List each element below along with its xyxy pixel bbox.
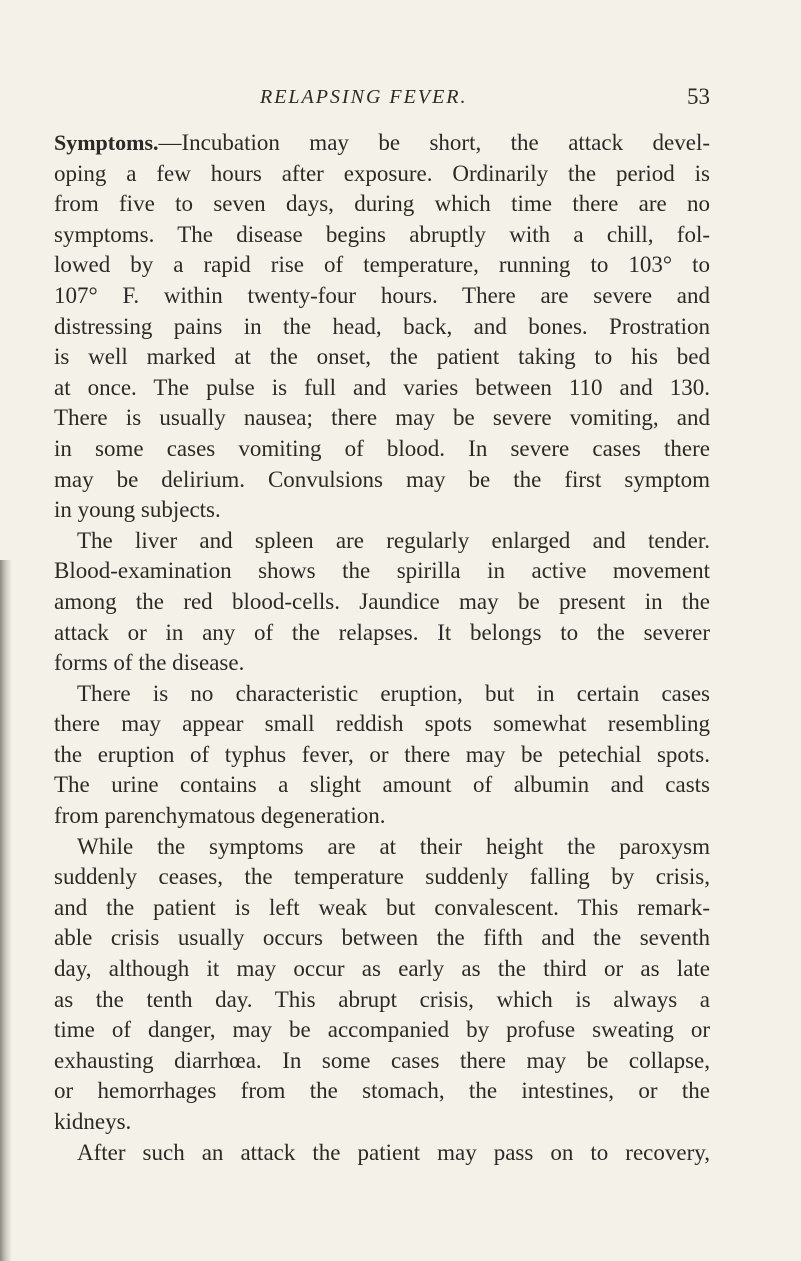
text-line: in young subjects.	[54, 497, 221, 523]
text-line: Symptoms.—Incubation may be short, the attack devel-	[54, 130, 710, 155]
running-head	[260, 86, 710, 116]
paragraph-eruption	[54, 679, 710, 832]
text-line: and the patient is left weak but convalescent. This remark-	[54, 894, 710, 920]
text-line: among the red blood-cells. Jaundice may be present in the	[54, 588, 710, 614]
text-line: as the tenth day. This abrupt crisis, which is always a	[54, 986, 710, 1012]
text-line: the eruption of typhus fever, or there may be petechial spots.	[54, 741, 710, 767]
paragraph-liver-spleen	[54, 526, 710, 679]
running-head-title: RELAPSING FEVER.	[260, 86, 468, 108]
text-line: After such an attack the patient may pass on to recovery,	[77, 1139, 710, 1165]
text-line: suddenly ceases, the temperature suddenly falling by crisis,	[54, 864, 710, 890]
text-line: in some cases vomiting of blood. In severe cases there	[54, 435, 710, 461]
text-line: There is usually nausea; there may be severe vomiting, and	[54, 405, 710, 431]
text-line: from parenchymatous degeneration.	[54, 803, 386, 829]
text-line: 107° F. within twenty-four hours. There are severe and	[54, 282, 710, 308]
text-line: from five to seven days, during which time there are no	[54, 191, 710, 217]
text-line: lowed by a rapid rise of temperature, running to 103° to	[54, 252, 710, 278]
text-line: symptoms. The disease begins abruptly with a chill, fol-	[54, 221, 710, 247]
text-line: The urine contains a slight amount of albumin and casts	[54, 772, 710, 798]
text-line: time of danger, may be accompanied by profuse sweating or	[54, 1017, 710, 1043]
paragraph-symptoms	[54, 128, 710, 526]
text-line: at once. The pulse is full and varies between 110 and 130.	[54, 374, 710, 400]
text-line: attack or in any of the relapses. It belongs to the severer	[54, 619, 710, 645]
text-line: is well marked at the onset, the patient taking to his bed	[54, 344, 710, 370]
text-line: The liver and spleen are regularly enlarged and tender.	[77, 527, 710, 553]
binding-shadow	[0, 560, 12, 1261]
text-line: While the symptoms are at their height the paroxysm	[77, 833, 710, 859]
text-line: forms of the disease.	[54, 650, 245, 676]
text-line: Blood-examination shows the spirilla in active movement	[54, 558, 710, 584]
paragraph-crisis	[54, 832, 710, 1138]
text-line: may be delirium. Convulsions may be the first symptom	[54, 466, 710, 492]
page-number: 53	[687, 84, 710, 109]
text-line: or hemorrhages from the stomach, the intestines, or the	[54, 1078, 710, 1104]
text-line: oping a few hours after exposure. Ordinarily the period is	[54, 160, 710, 186]
section-heading: Symptoms.	[54, 130, 159, 155]
text-line: There is no characteristic eruption, but in certain cases	[77, 680, 710, 706]
body-text	[54, 128, 710, 1168]
text-line: able crisis usually occurs between the fifth and the seventh	[54, 925, 710, 951]
text-line: kidneys.	[54, 1109, 132, 1134]
text-line: day, although it may occur as early as the third or as late	[54, 956, 710, 982]
paragraph-recovery	[54, 1138, 710, 1169]
text-line: exhausting diarrhœa. In some cases there may be collapse,	[54, 1047, 710, 1073]
text-line: distressing pains in the head, back, and bones. Prostration	[54, 313, 710, 339]
text-line: there may appear small reddish spots somewhat resembling	[54, 711, 710, 737]
